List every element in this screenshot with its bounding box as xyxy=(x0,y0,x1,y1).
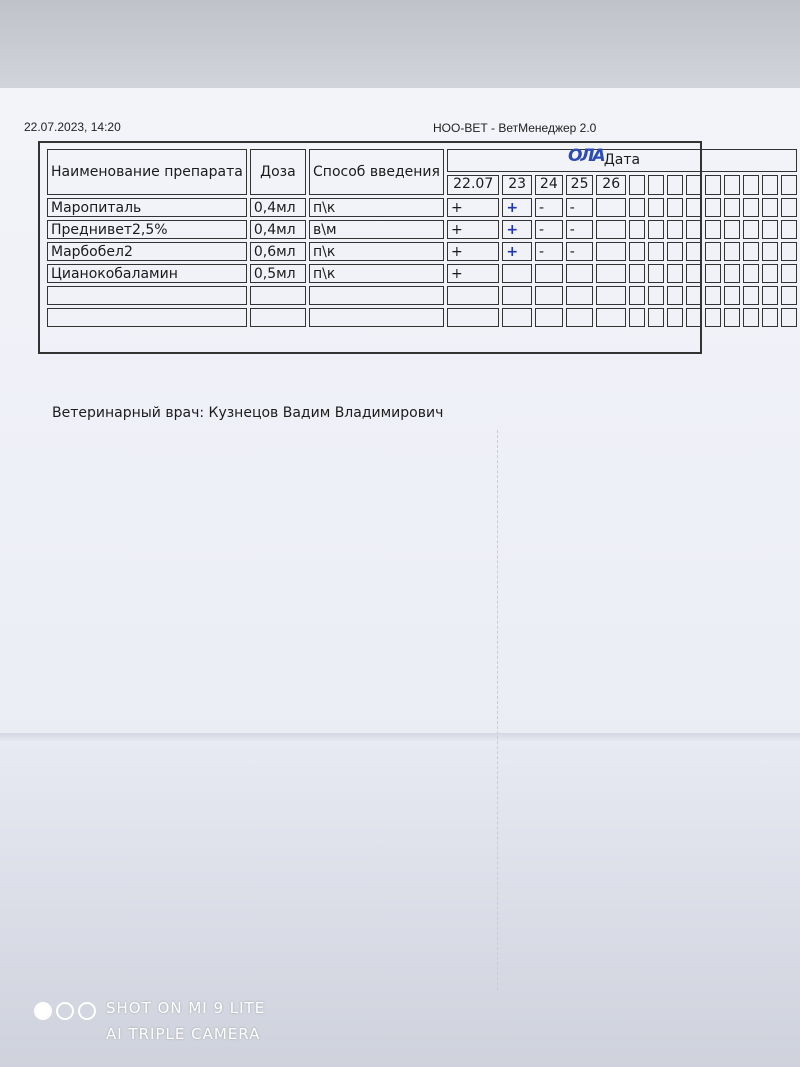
mark-cell: - xyxy=(566,198,594,217)
prescription-table xyxy=(44,146,800,330)
mark-cell xyxy=(596,264,626,283)
drug-dose: 0,4мл xyxy=(250,220,306,239)
date-cell: 26 xyxy=(596,175,626,195)
mark-cell: + xyxy=(447,242,499,261)
mark-cell xyxy=(596,242,626,261)
empty-cell xyxy=(724,198,740,217)
empty-cell xyxy=(705,175,721,195)
empty-cell xyxy=(648,242,664,261)
app-name: НОО-ВЕТ - ВетМенеджер 2.0 xyxy=(433,121,597,135)
empty-cell xyxy=(596,286,626,305)
empty-cell xyxy=(667,198,683,217)
drug-route: п\к xyxy=(309,242,444,261)
empty-cell xyxy=(667,264,683,283)
mark-cell: + xyxy=(447,264,499,283)
empty-cell xyxy=(705,286,721,305)
empty-cell xyxy=(629,175,645,195)
watermark-dots xyxy=(34,1002,96,1020)
dot-icon xyxy=(78,1002,96,1020)
empty-cell xyxy=(648,308,664,327)
empty-cell xyxy=(447,286,499,305)
doctor-line: Ветеринарный врач: Кузнецов Вадим Владимирович xyxy=(52,405,444,421)
empty-cell xyxy=(781,220,797,239)
col-header-name: Наименование препарата xyxy=(47,149,247,195)
empty-cell xyxy=(762,308,778,327)
empty-cell xyxy=(667,175,683,195)
mark-cell xyxy=(596,220,626,239)
mark-cell: - xyxy=(566,242,594,261)
date-cell: 23 xyxy=(502,175,532,195)
empty-cell xyxy=(686,286,702,305)
col-header-date xyxy=(447,146,797,172)
empty-cell xyxy=(762,286,778,305)
empty-cell xyxy=(743,308,759,327)
table-row xyxy=(47,220,797,239)
empty-cell xyxy=(724,286,740,305)
drug-route: п\к xyxy=(309,264,444,283)
empty-cell xyxy=(686,242,702,261)
empty-cell xyxy=(309,308,444,327)
empty-cell xyxy=(566,308,594,327)
empty-cell xyxy=(762,175,778,195)
empty-cell xyxy=(566,286,594,305)
col-header-route: Способ введения xyxy=(309,149,444,195)
empty-cell xyxy=(535,286,563,305)
empty-cell xyxy=(667,308,683,327)
date-scribble: ОЛА xyxy=(567,146,604,166)
empty-cell xyxy=(447,308,499,327)
table-row xyxy=(47,264,797,283)
empty-cell xyxy=(743,264,759,283)
date-cell: 24 xyxy=(535,175,563,195)
empty-cell xyxy=(781,198,797,217)
drug-route: п\к xyxy=(309,198,444,217)
drug-name: Преднивет2,5% xyxy=(47,220,247,239)
empty-cell xyxy=(648,198,664,217)
empty-cell xyxy=(502,286,532,305)
empty-cell xyxy=(686,198,702,217)
mark-cell: - xyxy=(566,220,594,239)
empty-cell xyxy=(629,242,645,261)
empty-cell xyxy=(47,286,247,305)
empty-cell xyxy=(629,264,645,283)
drug-name: Цианокобаламин xyxy=(47,264,247,283)
empty-cell xyxy=(762,198,778,217)
empty-cell xyxy=(762,220,778,239)
empty-cell xyxy=(629,198,645,217)
empty-cell xyxy=(309,286,444,305)
empty-cell xyxy=(47,308,247,327)
empty-cell xyxy=(724,264,740,283)
empty-cell xyxy=(686,264,702,283)
table-row xyxy=(47,242,797,261)
watermark-line1: SHOT ON MI 9 LITE xyxy=(106,999,266,1017)
empty-cell xyxy=(629,286,645,305)
mark-cell: - xyxy=(535,198,563,217)
empty-cell xyxy=(743,175,759,195)
empty-cell xyxy=(724,308,740,327)
empty-cell xyxy=(743,286,759,305)
empty-cell xyxy=(781,286,797,305)
empty-cell xyxy=(762,264,778,283)
mark-cell: - xyxy=(535,220,563,239)
mark-cell xyxy=(596,198,626,217)
col-header-dose: Доза xyxy=(250,149,306,195)
empty-cell xyxy=(648,220,664,239)
drug-dose: 0,6мл xyxy=(250,242,306,261)
drug-name: Маропиталь xyxy=(47,198,247,217)
mark-cell: - xyxy=(535,242,563,261)
camera-watermark xyxy=(34,995,265,1047)
empty-cell xyxy=(502,308,532,327)
date-header-label: Дата xyxy=(603,152,641,169)
drug-route: в\м xyxy=(309,220,444,239)
empty-cell xyxy=(743,242,759,261)
mark-cell: + xyxy=(447,220,499,239)
mark-cell: + xyxy=(502,242,532,261)
empty-cell xyxy=(705,308,721,327)
empty-cell xyxy=(705,198,721,217)
empty-cell xyxy=(629,220,645,239)
mark-cell xyxy=(566,264,594,283)
mark-cell: + xyxy=(502,220,532,239)
table-row-empty xyxy=(47,308,797,327)
table-row xyxy=(47,198,797,217)
empty-cell xyxy=(762,242,778,261)
dot-icon xyxy=(34,1002,52,1020)
watermark-line2: AI TRIPLE CAMERA xyxy=(106,1025,261,1043)
empty-cell xyxy=(705,220,721,239)
empty-cell xyxy=(724,220,740,239)
empty-cell xyxy=(648,175,664,195)
empty-cell xyxy=(781,264,797,283)
paper-fold xyxy=(0,733,800,743)
empty-cell xyxy=(535,308,563,327)
empty-cell xyxy=(743,198,759,217)
mark-cell xyxy=(535,264,563,283)
watermark-text xyxy=(106,995,265,1047)
empty-cell xyxy=(724,175,740,195)
empty-cell xyxy=(686,308,702,327)
date-cell: 25 xyxy=(566,175,594,195)
mark-cell: + xyxy=(502,198,532,217)
empty-cell xyxy=(648,286,664,305)
mark-cell xyxy=(502,264,532,283)
dot-icon xyxy=(56,1002,74,1020)
empty-cell xyxy=(667,242,683,261)
date-cell: 22.07 xyxy=(447,175,499,195)
empty-cell xyxy=(667,220,683,239)
paper-crease xyxy=(497,430,498,990)
empty-cell xyxy=(705,264,721,283)
empty-cell xyxy=(629,308,645,327)
empty-cell xyxy=(596,308,626,327)
empty-cell xyxy=(781,175,797,195)
table-row-empty xyxy=(47,286,797,305)
empty-cell xyxy=(667,286,683,305)
empty-cell xyxy=(724,242,740,261)
empty-cell xyxy=(250,286,306,305)
empty-cell xyxy=(686,175,702,195)
empty-cell xyxy=(250,308,306,327)
empty-cell xyxy=(743,220,759,239)
drug-dose: 0,4мл xyxy=(250,198,306,217)
print-timestamp: 22.07.2023, 14:20 xyxy=(24,120,121,134)
drug-name: Марбобел2 xyxy=(47,242,247,261)
drug-dose: 0,5мл xyxy=(250,264,306,283)
empty-cell xyxy=(686,220,702,239)
mark-cell: + xyxy=(447,198,499,217)
empty-cell xyxy=(705,242,721,261)
empty-cell xyxy=(781,242,797,261)
empty-cell xyxy=(648,264,664,283)
header-row xyxy=(47,149,797,172)
empty-cell xyxy=(781,308,797,327)
